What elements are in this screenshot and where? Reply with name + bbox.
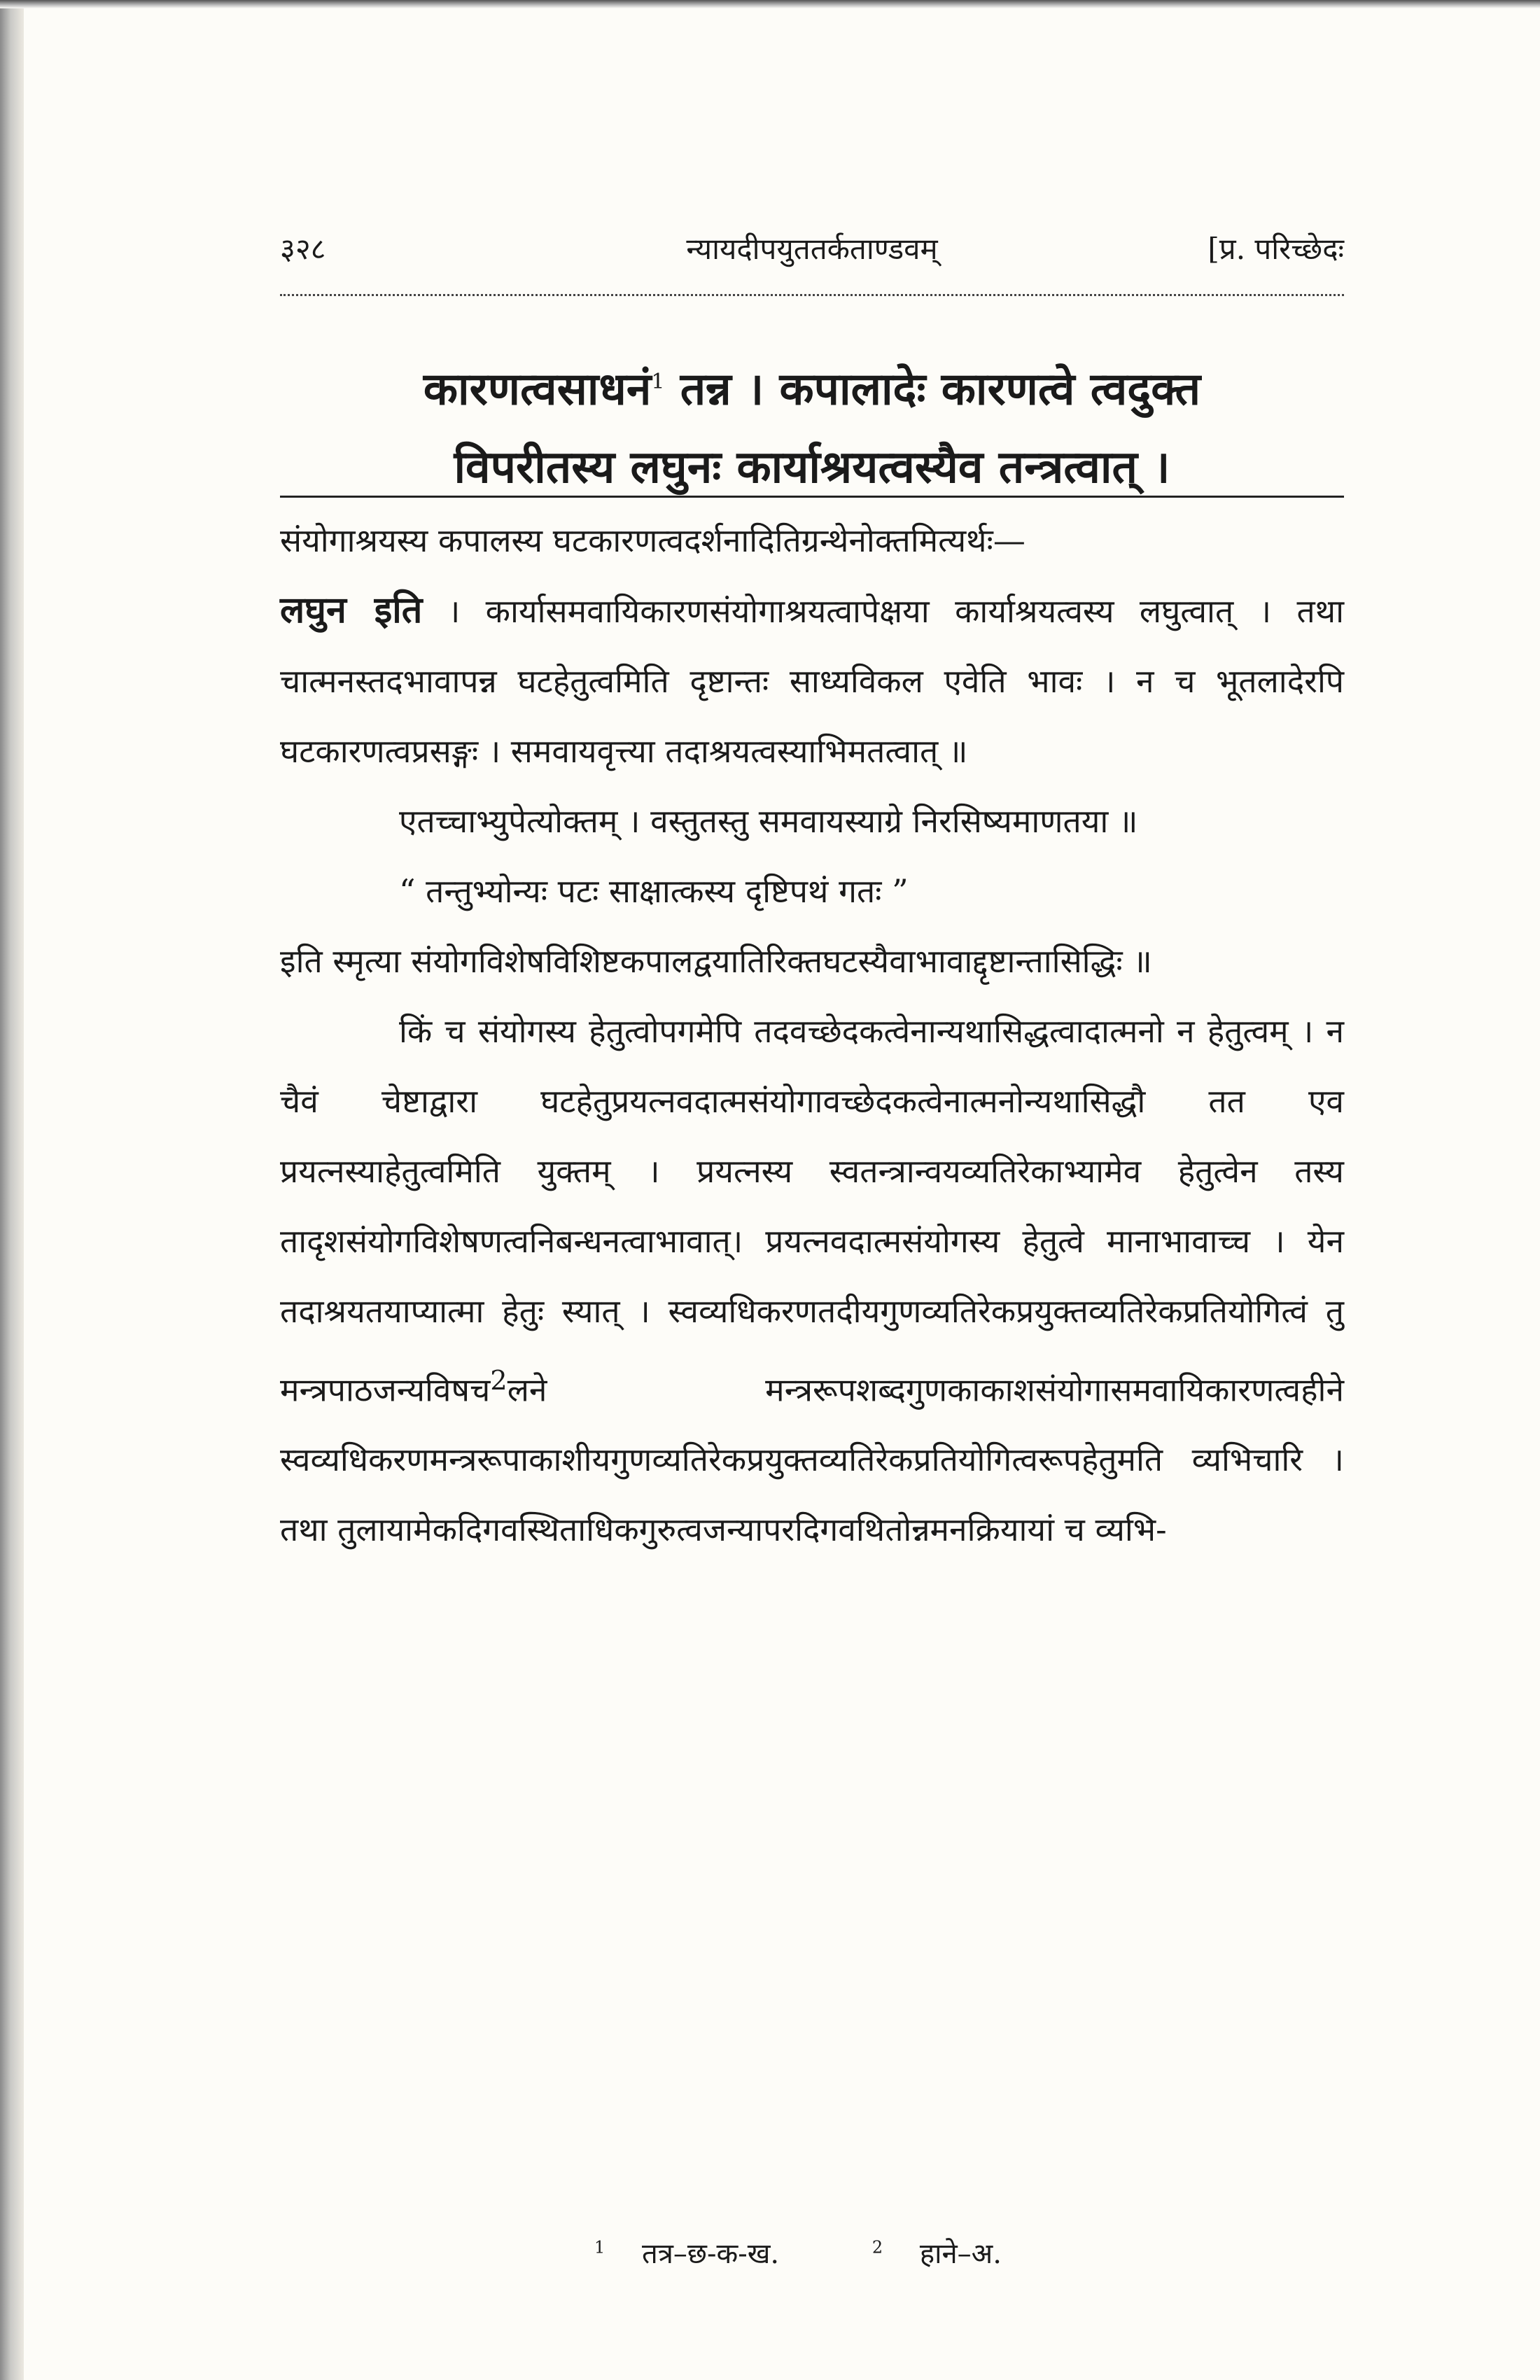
header-divider xyxy=(280,294,1344,302)
footnote-marker-2: 2 xyxy=(490,1365,507,1396)
footnotes xyxy=(280,2233,1344,2272)
verse-line-2: विपरीतस्य लघुनः कार्याश्रयत्वस्यैव तन्त्रत्वात् । xyxy=(454,441,1170,494)
page-top-edge xyxy=(0,0,1540,8)
commentary-keyword: लघुन इति xyxy=(280,589,423,631)
running-header xyxy=(280,223,1344,279)
footnote-1-text: तत्र–छ-क-ख. xyxy=(633,2238,780,2270)
commentary-paragraph-1 xyxy=(280,505,1344,786)
footnote-2-text: हाने–अ. xyxy=(911,2238,1002,2270)
book-title: न्यायदीपयुततर्कताण्डवम् xyxy=(686,232,938,266)
verse-text xyxy=(280,343,1344,507)
page-number: ३२८ xyxy=(280,232,326,266)
footnote-1 xyxy=(594,2238,807,2270)
quoted-verse: “ तन्तुभ्योन्यः पटः साक्षात्कस्य दृष्टिपथं गतः ” xyxy=(399,872,909,910)
commentary-paragraph-4 xyxy=(280,996,1344,1564)
commentary-p1-rest: । कार्यासमवायिकारणसंयोगाश्रयत्वापेक्षया कार्याश्रयत्वस्य लघुत्वात् । तथा चात्मनस्तदभावापन्न घटहेतुत्वमिति दृष्टान्तः साध्यविकल एवेति भावः । न च भूतलादेरपि घटकारणत्वप्रसङ्गः । समवायवृत्त्या तदाश्रयत्वस्याभिमतत्वात् ॥ xyxy=(280,592,1344,770)
footnote-marker-1: 1 xyxy=(651,370,665,394)
footnote-2-mark: 2 xyxy=(872,2237,883,2258)
commentary-p4-end: लने मन्त्ररूपशब्दगुणकाकाशसंयोगासमवायिकारणत्वहीने स्वव्यधिकरणमन्त्ररूपाकाशीयगुणव्यतिरेकप्रयुक्तव्यतिरेकप्रतियोगित्वरूपहेतुमति व्यभिचारि । तथा तुलायामेकदिगवस्थिताधिकगुरुत्वजन्यापरदिगवथितोन्नमनक्रियायां च व्यभि- xyxy=(280,1371,1344,1549)
commentary-paragraph-3: इति स्मृत्या संयोगविशेषविशिष्टकपालद्वयातिरिक्तघटस्यैवाभावाद्दृष्टान्तासिद्धिः ॥ xyxy=(280,942,1152,980)
verse-line-1-end: तन्न । कपालादेः कारणत्वे त्वदुक्त xyxy=(664,363,1201,416)
commentary-p4-start: किं च संयोगस्य हेतुत्वोपगमेपि तदवच्छेदकत्वेनान्यथासिद्धत्वादात्मनो न हेतुत्वम् । न चैवं चेष्टाद्वारा घटहेतुप्रयत्नवदात्मसंयोगावच्छेदकत्वेनात्मनोन्यथासिद्धौ तत एव प्रयत्नस्याहेतुत्वमिति युक्तम् । प्रयत्नस्य स्वतन्त्रान्वयव्यतिरेकाभ्यामेव हेतुत्वेन तस्य तादृशसंयोगविशेषणत्वनिबन्धनत्वाभावात्। प्रयत्नवदात्मसंयोगस्य हेतुत्वे मानाभावाच्च । येन तदाश्रयतयाप्यात्मा हेतुः स्यात् । स्वव्यधिकरणतदीयगुणव्यतिरेकप्रयुक्तव्यतिरेकप्रतियोगित्वं तु मन्त्रपाठजन्यविषच xyxy=(280,1012,1344,1409)
page-binding-edge xyxy=(0,0,24,2380)
section-label: [प्र. परिच्छेदः xyxy=(1208,232,1344,266)
commentary-text xyxy=(280,505,1344,1564)
footnote-2 xyxy=(872,2238,1030,2270)
commentary-paragraph-2: एतच्चाभ्युपेत्योक्तम् । वस्तुतस्तु समवायस्याग्रे निरसिष्यमाणतया ॥ xyxy=(399,802,1138,840)
footnote-1-mark: 1 xyxy=(594,2237,606,2258)
verse-line-1-start: कारणत्वसाधनं xyxy=(423,363,652,416)
verse-line-1 xyxy=(280,343,1344,428)
commentary-p1-start: संयोगाश्रयस्य कपालस्य घटकारणत्वदर्शनादितिग्रन्थेनोक्तमित्यर्थः— xyxy=(280,522,1026,559)
verse-divider xyxy=(280,496,1344,498)
